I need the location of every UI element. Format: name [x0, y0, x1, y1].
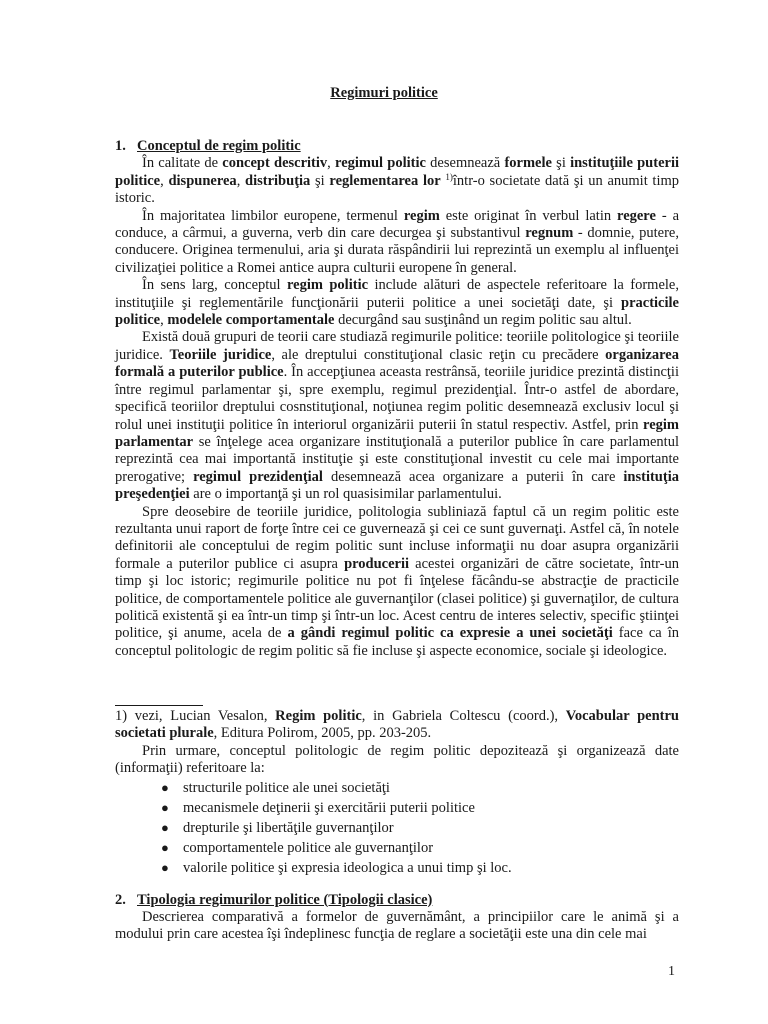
bullet-icon: ● [161, 819, 169, 835]
list-item: ● mecanismele deţinerii şi exercitării puterii politice [161, 799, 475, 816]
paragraph: Descrierea comparativă a formelor de guvernământ, a principiilor care le animă şi a modului prin care acestea îşi îndeplinesc funcţia de reglare a societăţii este una din cele mai [115, 909, 679, 943]
section-heading: 2. Tipologia regimurilor politice (Tipologii clasice) [115, 891, 433, 908]
bullet-list [115, 778, 679, 878]
paragraph: În calitate de concept descritiv, regimul politic desemnează formele şi instituţiile puterii politice, dispunerea, distribuţia şi reglementarea lor $^{1)}$într-o societate dată şi un anumit timp istoric. [115, 155, 680, 207]
page-number: 1 [668, 964, 675, 979]
section-heading: 1. Conceptul de regim politic [115, 138, 301, 154]
list-item: ● drepturile şi libertăţile guvernanţilor [161, 819, 394, 836]
paragraph: Prin urmare, conceptul politologic de regim politic depozitează şi organizează date (informaţii) referitoare la: [115, 742, 679, 777]
footnote-separator [115, 705, 203, 706]
list-item: ● comportamentele politice ale guvernanţilor [161, 839, 434, 856]
bullet-icon: ● [161, 839, 169, 855]
bullet-icon: ● [161, 799, 169, 815]
list-item: ● structurile politice ale unei societăţi [161, 779, 390, 796]
bullet-icon: ● [161, 859, 169, 875]
paragraph: În sens larg, conceptul regim politic include alături de aspectele referitoare la formele, instituţiile şi reglementările funcţionării puterii politice a unei societăţi date, şi practicile politice, modelele comportamentale decurgând sau susţinând un regim politic sau altul. [115, 277, 679, 329]
footnote: 1) vezi, Lucian Vesalon, Regim politic, in Gabriela Coltescu (coord.), Vocabular pentru societati plurale, Editura Polirom, 2005, pp. 203-205. [115, 708, 679, 742]
paragraph: Există două grupuri de teorii care studiază regimurile politice: teoriile politologice şi teoriile juridice. Teoriile juridice, ale dreptului constituţional clasic reţin cu precădere organizarea formală a puterilor publice. În accepţiunea aceasta restrânsă, teoriile juridice prezintă distincţii între regimul parlamentar şi, spre exemplu, regimul prezidenţial. Într-o astfel de abordare, specifică teoriilor dreptului cosnstituţional, noţiunea regim politic desemnează exclusiv locul şi rolul unei instituţii politice în interiorul organizării puterii în statul respectiv. Astfel, prin regim parlamentar se înţelege acea organizare instituţională a puterilor publice în care parlamentul reprezintă cea mai importantă instituţie şi este constituţional investit cu cele mai importante prerogative; regimul prezidenţial desemnează acea organizare a puterii în care instituţia preşedenţiei are o importanţă şi un rol quasisimilar parlamentului. [115, 329, 679, 503]
bullet-icon: ● [161, 779, 169, 795]
section-1 [115, 138, 679, 660]
footnote-ref: 1) [445, 171, 453, 182]
list-item: ● valorile politice şi expresia ideologica a unui timp şi loc. [161, 859, 512, 876]
paragraph: Spre deosebire de teoriile juridice, politologia subliniază faptul că un regim politic este rezultanta unui raport de forţe între cei ce guvernează şi cei ce sunt guvernaţi. Astfel că, în notele definitorii ale conceptului de regim politic sunt incluse informaţii nu doar asupra organizării formale a puterilor publice ci asupra producerii acestei organizări de către societate, într-un timp şi loc istoric; regimurile politice nu pot fi înţelese făcându-se abstracţie de practicile politice, de comportamentele politice ale guvernanţilor (clasei politice) şi guvernaţilor, de cultura politică existentă şi ea într-un timp şi într-un loc. Acest centru de interes selectiv, specific ştiinţei politice, şi anume, acela de a gândi regimul politic ca expresie a unei societăţi face ca în conceptul politologic de regim politic să fie incluse şi aspecte economice, sociale şi ideologice. [115, 503, 680, 659]
continued-content [115, 708, 679, 944]
page-title: Regimuri politice [330, 85, 438, 101]
paragraph: În majoritatea limbilor europene, termenul regim este originat în verbul latin regere - a conduce, a cârmui, a guverna, verb din care decurgea şi substantivul regnum - domnie, putere, conducere. Originea termenului, aria şi durata răspândirii lui reprezintă un exemplu al influenţei civilizaţiei politice a Romei antice aupra culturii europene în general. [115, 207, 680, 276]
